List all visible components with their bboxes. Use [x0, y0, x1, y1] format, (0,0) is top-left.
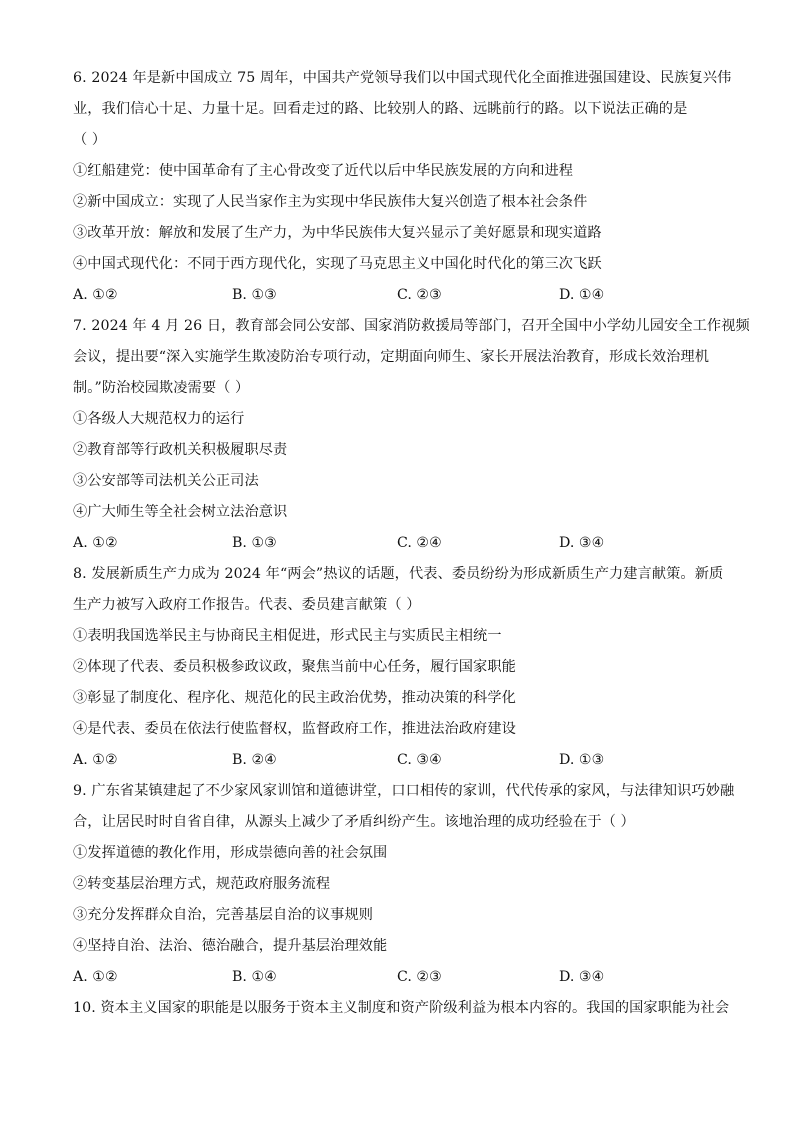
- option-c: C. ②③: [397, 969, 442, 985]
- answer-options: [73, 745, 723, 776]
- statement: ③改革开放：解放和发展了生产力，为中华民族伟大复兴显示了美好愿景和现实道路: [73, 225, 602, 241]
- question-stem-line: 6. 2024 年是新中国成立 75 周年，中国共产党领导我们以中国式现代化全面推进强国建设、民族复兴伟: [73, 70, 732, 86]
- question-stem-line: 8. 发展新质生产力成为 2024 年“两会”热议的话题，代表、委员纷纷为形成新质生产力建言献策。新质: [73, 566, 724, 582]
- question-stem-line: 合，让居民时时自省自律，从源头上减少了矛盾纠纷产生。该地治理的成功经验在于（ ）: [73, 814, 635, 830]
- option-d: D. ③④: [559, 969, 605, 985]
- statement: ③彰显了制度化、程序化、规范化的民主政治优势，推动决策的科学化: [73, 690, 516, 706]
- statement: ①发挥道德的教化作用，形成崇德向善的社会氛围: [73, 845, 388, 861]
- statement: ④是代表、委员在依法行使监督权，监督政府工作，推进法治政府建设: [73, 721, 516, 737]
- question-stem-line: 生产力被写入政府工作报告。代表、委员建言献策（ ）: [73, 597, 421, 613]
- option-b: B. ①③: [232, 535, 277, 551]
- answer-options: [73, 280, 723, 311]
- statement: ③公安部等司法机关公正司法: [73, 473, 259, 489]
- option-c: C. ②④: [397, 535, 442, 551]
- question-stem-line: 业，我们信心十足、力量十足。回看走过的路、比较别人的路、远眺前行的路。以下说法正确的是: [73, 101, 688, 117]
- option-d: D. ③④: [559, 535, 605, 551]
- question-6: [73, 63, 732, 311]
- option-d: D. ①④: [559, 287, 605, 303]
- statement: ②转变基层治理方式，规范政府服务流程: [73, 876, 331, 892]
- statement: ②新中国成立：实现了人民当家作主为实现中华民族伟大复兴创造了根本社会条件: [73, 194, 588, 210]
- option-a: A. ①②: [73, 287, 118, 303]
- option-d: D. ①③: [559, 752, 605, 768]
- option-a: A. ①②: [73, 969, 118, 985]
- question-stem-line: 会议，提出要“深入实施学生欺凌防治专项行动，定期面向师生、家长开展法治教育，形成长效治理机: [73, 349, 710, 365]
- question-stem-line: 9. 广东省某镇建起了不少家风家训馆和道德讲堂，口口相传的家训，代代传承的家风，与法律知识巧妙融: [73, 783, 735, 799]
- answer-options: [73, 962, 723, 993]
- statement: ④广大师生等全社会树立法治意识: [73, 504, 288, 520]
- option-c: C. ②③: [397, 287, 442, 303]
- question-8: [73, 559, 723, 776]
- question-list: [73, 63, 750, 1024]
- question-stem-line: （ ）: [73, 132, 107, 148]
- option-b: B. ②④: [232, 752, 277, 768]
- option-b: B. ①③: [232, 287, 277, 303]
- option-b: B. ①④: [232, 969, 277, 985]
- answer-options: [73, 528, 723, 559]
- statement: ④中国式现代化：不同于西方现代化，实现了马克思主义中国化时代化的第三次飞跃: [73, 256, 602, 272]
- statement: ①各级人大规范权力的运行: [73, 411, 245, 427]
- statement: ①表明我国选举民主与协商民主相促进，形式民主与实质民主相统一: [73, 628, 502, 644]
- statement: ④坚持自治、法治、德治融合，提升基层治理效能: [73, 938, 388, 954]
- question-stem-line: 10. 资本主义国家的职能是以服务于资本主义制度和资产阶级利益为根本内容的。我国的国家职能为社会: [73, 1000, 730, 1016]
- question-9: [73, 776, 735, 993]
- statement: ①红船建党：使中国革命有了主心骨改变了近代以后中华民族发展的方向和进程: [73, 163, 574, 179]
- question-stem-line: 7. 2024 年 4 月 26 日，教育部会同公安部、国家消防救援局等部门，召开全国中小学幼儿园安全工作视频: [73, 318, 750, 334]
- question-7: [73, 311, 750, 559]
- question-10: [73, 993, 730, 1024]
- option-c: C. ③④: [397, 752, 442, 768]
- statement: ②教育部等行政机关积极履职尽责: [73, 442, 288, 458]
- question-stem-line: 制。”防治校园欺凌需要（ ）: [73, 380, 250, 396]
- statement: ③充分发挥群众自治，完善基层自治的议事规则: [73, 907, 374, 923]
- statement: ②体现了代表、委员积极参政议政，聚焦当前中心任务，履行国家职能: [73, 659, 516, 675]
- option-a: A. ①②: [73, 752, 118, 768]
- option-a: A. ①②: [73, 535, 118, 551]
